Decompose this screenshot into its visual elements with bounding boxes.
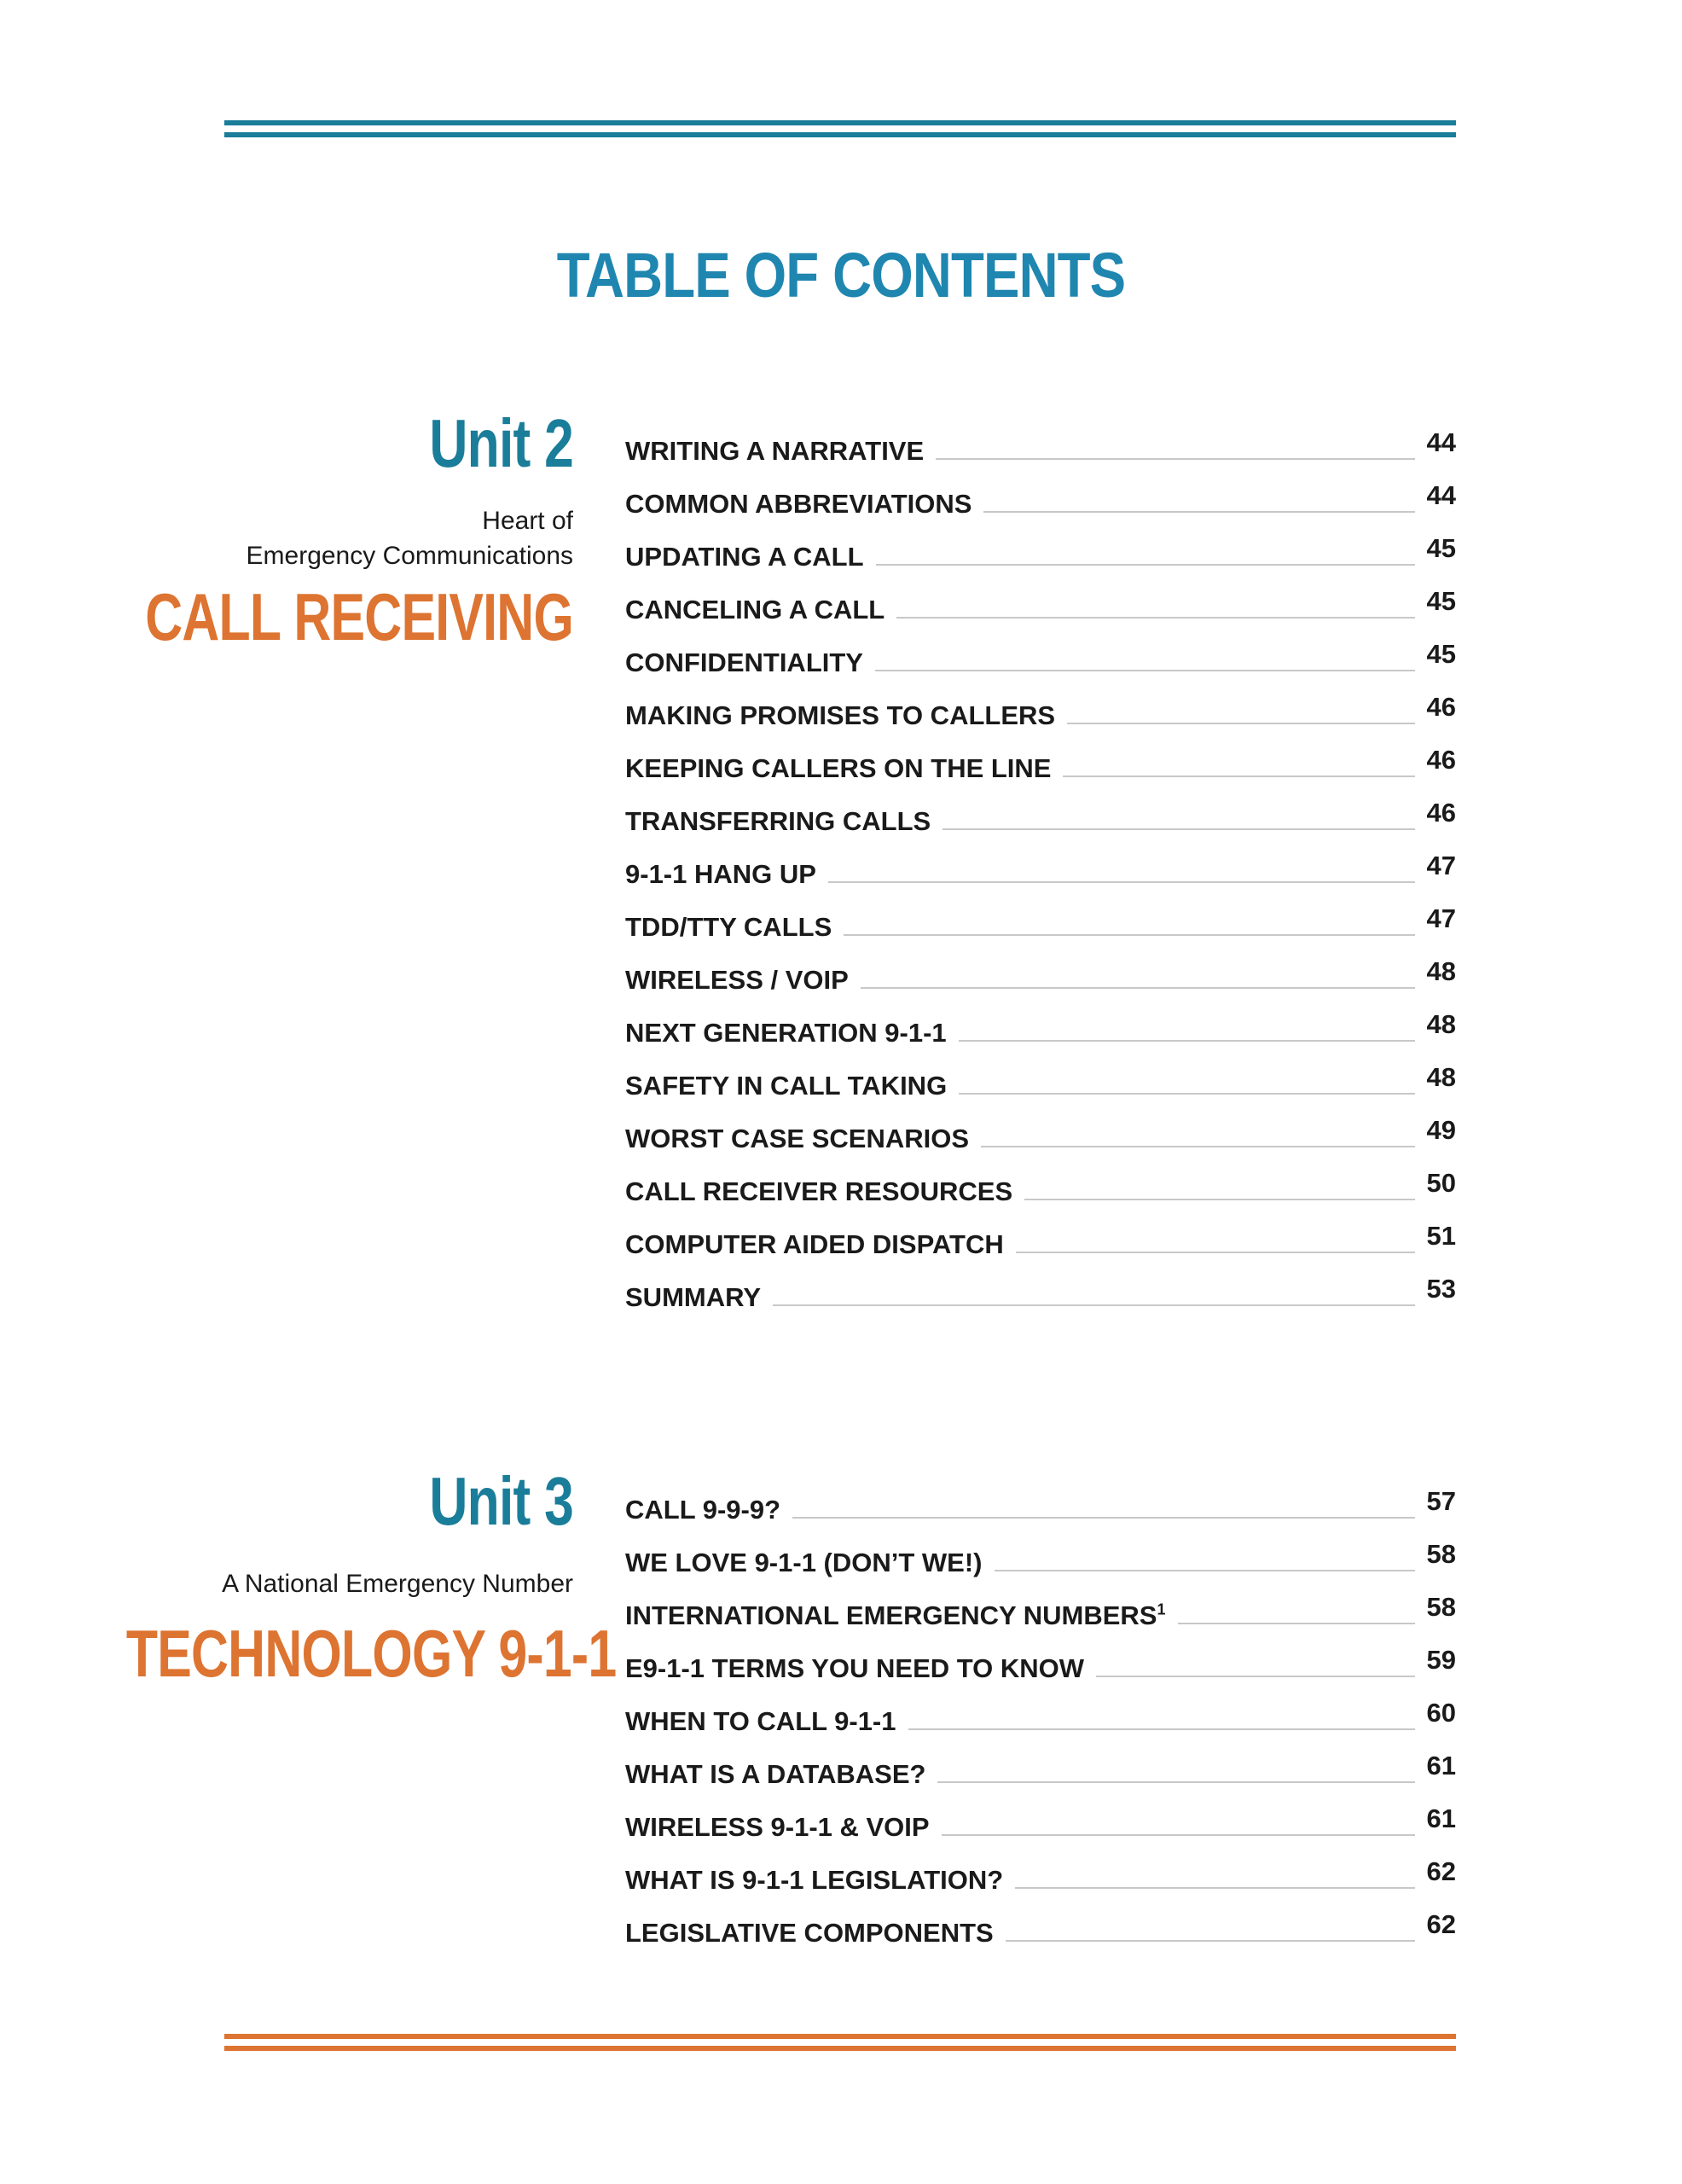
toc-page-number: 62 <box>1426 1909 1456 1939</box>
toc-entry[interactable] <box>625 625 1456 678</box>
toc-page-number: 61 <box>1426 1804 1456 1833</box>
toc-entry-title-text: WRITING A NARRATIVE <box>625 436 925 466</box>
unit-2-heading <box>0 405 574 654</box>
toc-entry-title-text: CONFIDENTIALITY <box>625 648 863 677</box>
unit-topic: TECHNOLOGY 9-1-1 <box>125 1616 617 1691</box>
toc-page-number: 53 <box>1426 1274 1456 1304</box>
toc-leader-line <box>844 933 1415 936</box>
toc-entry-title <box>625 648 863 678</box>
toc-entry-title <box>625 542 864 572</box>
toc-entry-title <box>625 753 1051 784</box>
toc-leader-line <box>959 1039 1415 1042</box>
toc-leader-line <box>1024 1198 1415 1200</box>
toc-page-number: 47 <box>1426 851 1456 880</box>
toc-leader-line <box>983 510 1415 513</box>
toc-leader-line <box>1016 1251 1415 1253</box>
top-divider-line <box>224 132 1456 137</box>
toc-entry-title <box>625 1706 896 1737</box>
toc-page-number: 58 <box>1426 1539 1456 1569</box>
toc-page-number: 44 <box>1426 480 1456 510</box>
toc-entry[interactable] <box>625 731 1456 784</box>
unit-subtitle-line: A National Emergency Number <box>222 1570 573 1598</box>
toc-entry[interactable] <box>625 1790 1456 1843</box>
toc-entry-title-text: WHAT IS 9-1-1 LEGISLATION? <box>625 1865 1004 1895</box>
toc-page-number: 48 <box>1426 1009 1456 1039</box>
unit-subtitle <box>0 1566 573 1601</box>
toc-entry-title-text: CALL 9-9-9? <box>625 1495 781 1525</box>
toc-page-number: 46 <box>1426 798 1456 828</box>
unit-label: Unit 3 <box>429 1463 573 1539</box>
toc-entry[interactable] <box>625 467 1456 520</box>
toc-entry-title <box>625 1600 1166 1631</box>
unit-subtitle-line: Emergency Communications <box>246 542 573 570</box>
toc-entry[interactable] <box>625 996 1456 1048</box>
toc-entry[interactable] <box>625 1101 1456 1154</box>
toc-page-number: 46 <box>1426 745 1456 775</box>
toc-entry-title <box>625 1548 983 1578</box>
toc-entry-title-text: LEGISLATIVE COMPONENTS <box>625 1918 994 1948</box>
toc-page-number: 45 <box>1426 533 1456 563</box>
toc-page-number: 59 <box>1426 1645 1456 1675</box>
toc-entry-title <box>625 436 924 467</box>
toc-entry-title-text: WE LOVE 9-1-1 (DON’T WE!) <box>625 1548 983 1577</box>
unit-subtitle-line: Heart of <box>482 507 573 535</box>
toc-page-number: 47 <box>1426 903 1456 933</box>
unit-2-toc-list <box>625 414 1456 1313</box>
toc-entry-title-text: CALL RECEIVER RESOURCES <box>625 1176 1013 1206</box>
toc-entry-title-text: KEEPING CALLERS ON THE LINE <box>625 753 1052 783</box>
unit-topic: CALL RECEIVING <box>145 579 574 654</box>
toc-entry[interactable] <box>625 414 1456 467</box>
toc-page-number: 46 <box>1426 692 1456 722</box>
toc-page-number: 58 <box>1426 1592 1456 1622</box>
toc-entry-title-text: 9-1-1 HANG UP <box>625 859 816 889</box>
toc-page-number: 48 <box>1426 1062 1456 1092</box>
toc-entry-title <box>625 489 972 520</box>
toc-entry[interactable] <box>625 1048 1456 1101</box>
bottom-divider-line <box>224 2034 1456 2039</box>
toc-leader-line <box>896 616 1415 619</box>
toc-leader-line <box>1096 1675 1415 1677</box>
toc-entry-title-text: SUMMARY <box>625 1282 762 1312</box>
toc-entry-title <box>625 1282 761 1313</box>
toc-entry-title-text: COMMON ABBREVIATIONS <box>625 489 972 519</box>
toc-entry-title <box>625 806 931 837</box>
toc-entry-title-text: COMPUTER AIDED DISPATCH <box>625 1229 1004 1259</box>
toc-entry-title-text: WHEN TO CALL 9-1-1 <box>625 1706 896 1736</box>
toc-leader-line <box>875 669 1415 671</box>
toc-leader-line <box>981 1145 1415 1147</box>
toc-page-number: 44 <box>1426 427 1456 457</box>
toc-entry[interactable] <box>625 890 1456 943</box>
toc-leader-line <box>828 880 1415 883</box>
toc-entry-title-text: CANCELING A CALL <box>625 595 885 624</box>
footnote-marker: 1 <box>1157 1600 1166 1618</box>
toc-leader-line <box>936 457 1415 460</box>
toc-entry[interactable] <box>625 1260 1456 1313</box>
unit-label: Unit 2 <box>429 405 573 481</box>
toc-page-number: 48 <box>1426 956 1456 986</box>
toc-entry-title-text: WHAT IS A DATABASE? <box>625 1759 926 1789</box>
toc-entry-title <box>625 595 884 625</box>
toc-leader-line <box>942 828 1415 830</box>
toc-leader-line <box>1006 1939 1415 1942</box>
toc-entry-title-text: INTERNATIONAL EMERGENCY NUMBERS <box>625 1600 1157 1630</box>
toc-entry-title-text: SAFETY IN CALL TAKING <box>625 1071 948 1101</box>
toc-entry-title <box>625 1176 1012 1207</box>
unit-3-heading <box>0 1463 617 1691</box>
toc-entry-title <box>625 1229 1004 1260</box>
toc-leader-line <box>1178 1622 1416 1624</box>
toc-page-number: 45 <box>1426 586 1456 616</box>
toc-entry[interactable] <box>625 1684 1456 1737</box>
toc-entry[interactable] <box>625 837 1456 890</box>
toc-leader-line <box>876 563 1415 566</box>
toc-entry-title-text: E9-1-1 TERMS YOU NEED TO KNOW <box>625 1653 1084 1683</box>
toc-entry-title <box>625 700 1055 731</box>
toc-entry-title <box>625 859 816 890</box>
toc-leader-line <box>937 1780 1415 1783</box>
toc-entry-title <box>625 1653 1084 1684</box>
toc-entry-title <box>625 1018 947 1048</box>
toc-entry-title <box>625 912 832 943</box>
toc-entry-title <box>625 1918 994 1949</box>
toc-entry[interactable] <box>625 943 1456 996</box>
toc-entry[interactable] <box>625 1896 1456 1949</box>
toc-entry-title-text: NEXT GENERATION 9-1-1 <box>625 1018 947 1048</box>
toc-entry-title-text: TDD/TTY CALLS <box>625 912 832 942</box>
toc-leader-line <box>1015 1886 1415 1889</box>
toc-leader-line <box>1067 722 1415 724</box>
toc-leader-line <box>773 1304 1415 1306</box>
toc-entry[interactable] <box>625 1843 1456 1896</box>
toc-leader-line <box>792 1516 1415 1519</box>
top-divider-line <box>224 120 1456 125</box>
unit-3-toc-list <box>625 1472 1456 1949</box>
toc-leader-line <box>908 1728 1416 1730</box>
toc-entry[interactable] <box>625 1578 1456 1631</box>
toc-entry-title <box>625 1124 969 1154</box>
toc-leader-line <box>1063 775 1415 777</box>
toc-entry[interactable] <box>625 572 1456 625</box>
toc-entry-title <box>625 1759 925 1790</box>
toc-page-number: 49 <box>1426 1115 1456 1145</box>
toc-entry-title <box>625 1865 1003 1896</box>
toc-entry[interactable] <box>625 1207 1456 1260</box>
toc-page-number: 60 <box>1426 1698 1456 1728</box>
toc-leader-line <box>942 1833 1415 1836</box>
toc-entry[interactable] <box>625 678 1456 731</box>
toc-page-number: 51 <box>1426 1221 1456 1251</box>
toc-entry-title <box>625 965 849 996</box>
toc-entry[interactable] <box>625 784 1456 837</box>
toc-entry-title <box>625 1812 930 1843</box>
toc-entry-title-text: UPDATING A CALL <box>625 542 864 572</box>
toc-page-number: 61 <box>1426 1751 1456 1780</box>
toc-entry-title-text: TRANSFERRING CALLS <box>625 806 931 836</box>
toc-leader-line <box>959 1092 1415 1095</box>
toc-entry[interactable] <box>625 1154 1456 1207</box>
toc-page-number: 57 <box>1426 1486 1456 1516</box>
toc-entry[interactable] <box>625 1631 1456 1684</box>
page-title: TABLE OF CONTENTS <box>556 240 1126 311</box>
toc-entry-title <box>625 1495 780 1525</box>
toc-entry[interactable] <box>625 520 1456 572</box>
toc-entry-title-text: MAKING PROMISES TO CALLERS <box>625 700 1056 730</box>
unit-subtitle <box>0 503 573 573</box>
bottom-divider-line <box>224 2046 1456 2051</box>
toc-entry-title-text: WIRELESS 9-1-1 & VOIP <box>625 1812 930 1842</box>
toc-entry[interactable] <box>625 1472 1456 1525</box>
toc-page-number: 62 <box>1426 1856 1456 1886</box>
toc-page-number: 50 <box>1426 1168 1456 1198</box>
toc-entry-title <box>625 1071 947 1101</box>
toc-entry-title-text: WIRELESS / VOIP <box>625 965 849 995</box>
toc-entry[interactable] <box>625 1737 1456 1790</box>
toc-leader-line <box>861 986 1415 989</box>
toc-page-number: 45 <box>1426 639 1456 669</box>
toc-entry[interactable] <box>625 1525 1456 1578</box>
toc-entry-title-text: WORST CASE SCENARIOS <box>625 1124 970 1153</box>
toc-leader-line <box>995 1569 1416 1571</box>
